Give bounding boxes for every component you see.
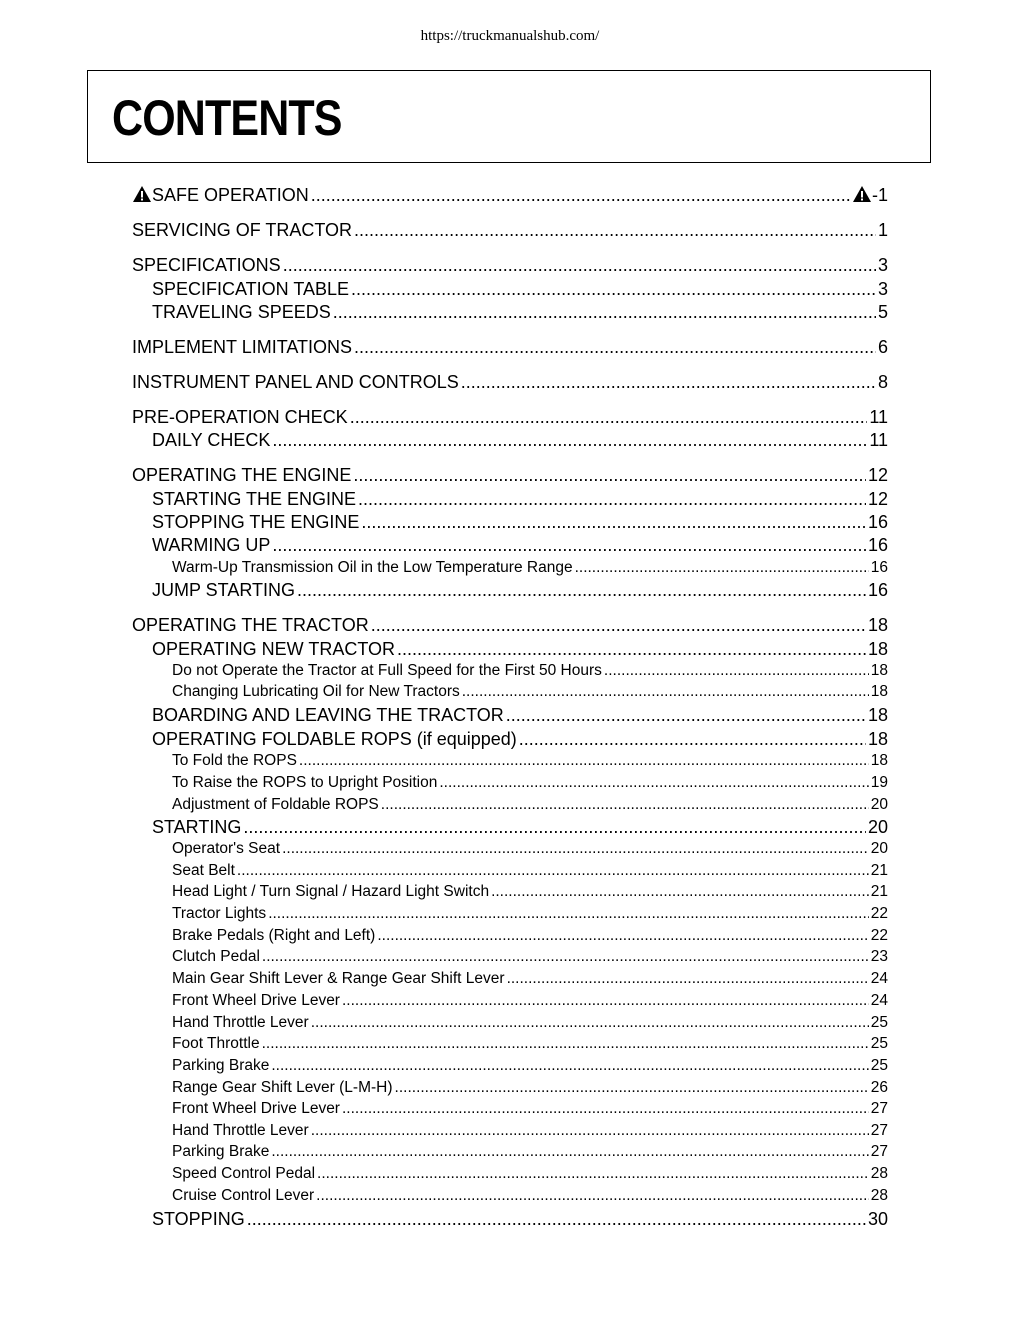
toc-entry-page: 21	[870, 883, 888, 900]
dot-leader	[507, 969, 869, 989]
toc-entry	[172, 861, 888, 881]
toc-entry-page: 12	[867, 465, 888, 485]
toc-entry-page: 1	[877, 220, 888, 240]
toc-entry-page: 25	[870, 1014, 888, 1031]
toc-entry	[172, 558, 888, 578]
toc-entry-label	[132, 336, 352, 358]
dot-leader	[262, 947, 869, 967]
toc-entry-page: 28	[870, 1165, 888, 1182]
toc-entry-page: 16	[870, 559, 888, 576]
dot-leader	[381, 795, 869, 815]
toc-entry-text: STARTING	[152, 817, 242, 837]
toc-entry-text: Cruise Control Lever	[172, 1187, 315, 1204]
toc-entry-label	[172, 991, 340, 1011]
toc-entry	[152, 429, 888, 451]
toc-entry-text: Hand Throttle Lever	[172, 1122, 309, 1139]
toc-entry	[172, 751, 888, 771]
toc-entry-text: STOPPING THE ENGINE	[152, 512, 360, 532]
toc-entry-text: Seat Belt	[172, 862, 235, 879]
toc-entry-label	[152, 511, 359, 533]
toc-entry-label	[132, 219, 352, 241]
toc-entry	[132, 464, 888, 486]
toc-entry-text: TRAVELING SPEEDS	[152, 302, 331, 322]
toc-entry	[152, 816, 888, 838]
toc-entry	[172, 1013, 888, 1033]
toc-entry-text: OPERATING FOLDABLE ROPS (if equipped)	[152, 729, 517, 749]
dot-leader	[247, 1208, 866, 1230]
toc-entry-text: Changing Lubricating Oil for New Tractors	[172, 683, 460, 700]
toc-entry-page: 18	[867, 705, 888, 725]
toc-entry-text: WARMING UP	[152, 535, 271, 555]
toc-entry	[172, 882, 888, 902]
toc-entry-label	[172, 839, 280, 859]
toc-entry-label	[172, 1121, 309, 1141]
toc-entry-text: Brake Pedals (Right and Left)	[172, 927, 376, 944]
dot-leader	[353, 464, 866, 486]
dot-leader	[575, 558, 869, 578]
dot-leader	[271, 1056, 868, 1076]
toc-entry-text: BOARDING AND LEAVING THE TRACTOR	[152, 705, 504, 725]
toc-entry-label	[172, 558, 573, 578]
toc-entry	[172, 839, 888, 859]
toc-entry	[172, 947, 888, 967]
toc-entry-page: 12	[867, 489, 888, 509]
toc-entry-text: DAILY CHECK	[152, 430, 271, 450]
toc-entry-page: 16	[867, 580, 888, 600]
dot-leader	[311, 1121, 869, 1141]
toc-entry-label	[132, 254, 281, 276]
toc-entry	[132, 184, 888, 206]
toc-entry-label	[172, 751, 297, 771]
toc-entry-text: Warm-Up Transmission Oil in the Low Temperature Range	[172, 559, 573, 576]
dot-leader	[491, 882, 869, 902]
dot-leader	[439, 773, 868, 793]
toc-entry-page: 21	[870, 862, 888, 879]
toc-entry-page: 18	[867, 615, 888, 635]
dot-leader	[272, 534, 866, 556]
toc-entry-label	[132, 406, 348, 428]
dot-leader	[351, 278, 876, 300]
dot-leader	[268, 904, 869, 924]
dot-leader	[282, 839, 869, 859]
toc-entry	[152, 704, 888, 726]
toc-entry-label	[172, 1013, 309, 1033]
toc-entry-label	[172, 795, 379, 815]
toc-entry-text: Clutch Pedal	[172, 948, 260, 965]
toc-entry-text: STARTING THE ENGINE	[152, 489, 357, 509]
toc-entry-page: 3	[877, 255, 888, 275]
dot-leader	[395, 1078, 869, 1098]
toc-entry-label	[132, 464, 351, 486]
toc-entry-page: 22	[870, 905, 888, 922]
toc-entry-label	[172, 1034, 260, 1054]
toc-entry-text: Do not Operate the Tractor at Full Speed for the First 50 Hours	[172, 662, 602, 679]
toc-entry-page: 20	[870, 840, 888, 857]
toc-entry-page: 6	[877, 337, 888, 357]
toc-entry-label	[172, 904, 266, 924]
dot-leader	[604, 661, 869, 681]
toc-entry-text: Front Wheel Drive Lever	[172, 1100, 340, 1117]
toc-entry-text: To Raise the ROPS to Upright Position	[172, 774, 438, 791]
toc-entry-text: Foot Throttle	[172, 1035, 260, 1052]
toc-entry-text: Tractor Lights	[172, 905, 267, 922]
toc-entry-text: Operator's Seat	[172, 840, 281, 857]
toc-entry	[172, 1034, 888, 1054]
toc-entry-page: 18	[867, 639, 888, 659]
dot-leader	[299, 751, 869, 771]
toc-entry-page: 11	[869, 430, 888, 450]
dot-leader	[311, 184, 850, 206]
toc-entry-label	[172, 926, 375, 946]
toc-entry	[152, 301, 888, 323]
toc-entry-label	[152, 704, 504, 726]
toc-entry-label	[172, 1142, 269, 1162]
toc-entry-text: Range Gear Shift Lever (L-M-H)	[172, 1079, 393, 1096]
toc-entry	[132, 219, 888, 241]
toc-entry-text: PRE-OPERATION CHECK	[132, 407, 348, 427]
toc-entry	[172, 1121, 888, 1141]
toc-entry	[132, 614, 888, 636]
toc-entry-label	[152, 579, 295, 601]
toc-entry-label	[152, 638, 395, 660]
dot-leader	[317, 1164, 869, 1184]
page-title: CONTENTS	[112, 90, 342, 146]
toc-entry-text: JUMP STARTING	[152, 580, 296, 600]
toc-entry-page: 25	[870, 1035, 888, 1052]
toc-entry-page: 11	[869, 407, 888, 427]
toc-entry-text: STOPPING	[152, 1209, 245, 1229]
dot-leader	[461, 371, 876, 393]
dot-leader	[354, 336, 876, 358]
toc-entry-page: 18	[870, 683, 888, 700]
toc-entry-page: 27	[870, 1100, 888, 1117]
dot-leader	[350, 406, 868, 428]
toc-entry-page: 3	[877, 279, 888, 299]
toc-entry-page: 16	[867, 535, 888, 555]
dot-leader	[397, 638, 866, 660]
toc-entry-text: SPECIFICATIONS	[132, 255, 281, 275]
toc-entry-label	[172, 773, 437, 793]
toc-entry	[172, 1078, 888, 1098]
toc-entry-label	[132, 371, 459, 393]
dot-leader	[272, 429, 867, 451]
dot-leader	[237, 861, 869, 881]
toc-entry	[132, 336, 888, 358]
warning-triangle-icon	[852, 185, 872, 203]
toc-entry	[152, 728, 888, 750]
toc-entry-page: 27	[870, 1122, 888, 1139]
toc-entry-text: Parking Brake	[172, 1143, 270, 1160]
toc-entry	[172, 682, 888, 702]
toc-entry	[172, 904, 888, 924]
toc-entry-text: Adjustment of Foldable ROPS	[172, 796, 379, 813]
toc-entry-page: 28	[870, 1187, 888, 1204]
toc-entry-text: OPERATING NEW TRACTOR	[152, 639, 396, 659]
toc-entry-page: 25	[870, 1057, 888, 1074]
toc-entry	[152, 534, 888, 556]
dot-leader	[271, 1142, 868, 1162]
toc-entry-page: 18	[870, 662, 888, 679]
dot-leader	[354, 219, 876, 241]
toc-entry-label	[152, 816, 241, 838]
toc-entry-page: 30	[867, 1209, 888, 1229]
toc-entry	[152, 1208, 888, 1230]
toc-entry-page: 19	[870, 774, 888, 791]
toc-entry	[172, 661, 888, 681]
toc-entry	[172, 795, 888, 815]
toc-entry-text: OPERATING THE ENGINE	[132, 465, 352, 485]
dot-leader	[519, 728, 866, 750]
toc-entry	[172, 1142, 888, 1162]
toc-entry-page: 26	[870, 1079, 888, 1096]
toc-entry-label	[152, 488, 356, 510]
toc-entry-text: INSTRUMENT PANEL AND CONTROLS	[132, 372, 459, 392]
toc-entry-label	[152, 278, 349, 300]
toc-entry-label	[172, 1186, 314, 1206]
toc-entry-text: IMPLEMENT LIMITATIONS	[132, 337, 353, 357]
toc-entry-page: 5	[877, 302, 888, 322]
dot-leader	[506, 704, 866, 726]
toc-entry-label	[152, 1208, 245, 1230]
toc-entry-page: 27	[870, 1143, 888, 1160]
toc-entry-text: To Fold the ROPS	[172, 752, 297, 769]
toc-entry	[132, 254, 888, 276]
toc-entry-label	[152, 301, 331, 323]
toc-entry-text: SAFE OPERATION	[152, 185, 309, 205]
toc-entry-label	[172, 1078, 393, 1098]
toc-entry-page: 18	[870, 752, 888, 769]
toc-entry	[172, 991, 888, 1011]
toc-entry	[172, 1056, 888, 1076]
toc-entry	[152, 278, 888, 300]
toc-entry-text: Speed Control Pedal	[172, 1165, 316, 1182]
toc-entry-text: SPECIFICATION TABLE	[152, 279, 350, 299]
toc-entry-label	[172, 861, 235, 881]
toc-entry-text: Parking Brake	[172, 1057, 270, 1074]
toc-entry-text: OPERATING THE TRACTOR	[132, 615, 369, 635]
dot-leader	[311, 1013, 869, 1033]
toc-entry-label	[172, 1164, 315, 1184]
dot-leader	[371, 614, 866, 636]
toc-entry-label	[152, 429, 270, 451]
dot-leader	[283, 254, 876, 276]
dot-leader	[358, 488, 866, 510]
dot-leader	[462, 682, 869, 702]
toc-entry-label	[172, 661, 602, 681]
toc-entry-page: 8	[877, 372, 888, 392]
toc-entry-page: 24	[870, 970, 888, 987]
dot-leader	[262, 1034, 869, 1054]
dot-leader	[297, 579, 866, 601]
toc-entry-text: Main Gear Shift Lever & Range Gear Shift Lever	[172, 970, 505, 987]
warning-triangle-icon	[132, 185, 152, 203]
toc-entry-text: Head Light / Turn Signal / Hazard Light Switch	[172, 883, 490, 900]
toc-entry-label	[172, 1099, 340, 1119]
toc-entry-label	[172, 947, 260, 967]
toc-entry	[152, 638, 888, 660]
dot-leader	[361, 511, 866, 533]
toc-entry-label	[152, 534, 270, 556]
toc-entry-label	[152, 728, 517, 750]
toc-entry-page: 20	[870, 796, 888, 813]
toc-entry-page: 23	[870, 948, 888, 965]
toc-entry-label	[132, 184, 309, 206]
toc-entry	[172, 773, 888, 793]
dot-leader	[333, 301, 876, 323]
toc-entry-text: Front Wheel Drive Lever	[172, 992, 340, 1009]
toc-entry	[132, 371, 888, 393]
toc-entry-page: 16	[867, 512, 888, 532]
toc-entry	[152, 488, 888, 510]
dot-leader	[342, 1099, 869, 1119]
toc-entry	[152, 511, 888, 533]
source-url: https://truckmanualshub.com/	[420, 28, 600, 44]
dot-leader	[342, 991, 869, 1011]
toc-entry-label	[172, 682, 460, 702]
toc-entry	[152, 579, 888, 601]
toc-entry-label	[172, 969, 505, 989]
toc-entry	[172, 1164, 888, 1184]
toc-entry	[132, 406, 888, 428]
toc-entry	[172, 1099, 888, 1119]
toc-entry-label	[172, 882, 489, 902]
dot-leader	[316, 1186, 869, 1206]
toc-entry-page: -1	[852, 184, 888, 206]
toc-entry-text: Hand Throttle Lever	[172, 1014, 309, 1031]
dot-leader	[377, 926, 868, 946]
toc-entry	[172, 969, 888, 989]
toc-entry-label	[132, 614, 369, 636]
toc-entry-page: 24	[870, 992, 888, 1009]
toc-entry	[172, 1186, 888, 1206]
toc-entry-page: 22	[870, 927, 888, 944]
toc-entry-text: SERVICING OF TRACTOR	[132, 220, 353, 240]
dot-leader	[243, 816, 866, 838]
toc-entry	[172, 926, 888, 946]
toc-entry-page: 20	[867, 817, 888, 837]
toc-entry-label	[172, 1056, 269, 1076]
toc-entry-page: 18	[867, 729, 888, 749]
